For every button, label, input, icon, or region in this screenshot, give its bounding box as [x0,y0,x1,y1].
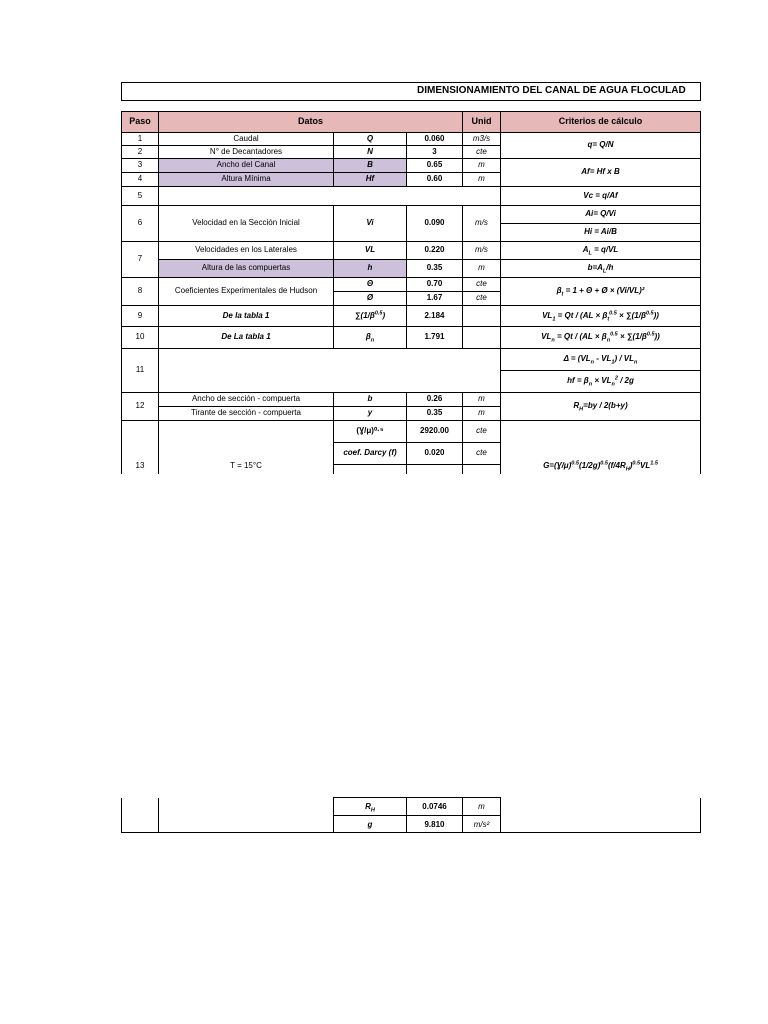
value-cell: 9.810 [407,816,463,833]
paso-cell: 2 [122,146,159,159]
desc-cell: Altura de las compuertas [159,260,334,278]
criteria-cell: Ai= Q/Vi [501,206,701,224]
symbol-cell: VL [334,242,407,260]
desc-cell: N° de Decantadores [159,146,334,159]
desc-cell [159,798,334,833]
header-unid: Unid [463,112,501,133]
header-criterios: Criterios de cálculo [501,112,701,133]
header-row [122,112,701,133]
criteria-text: =by / 2(b+y) [583,401,628,411]
value-cell: 1.67 [407,292,463,306]
unit-cell: m [463,407,501,421]
symbol-cell: Ø [334,292,407,306]
unit-cell: m [463,798,501,816]
desc-cell: Caudal [159,133,334,146]
header-paso: Paso [122,112,159,133]
table-row [122,133,701,146]
desc-cell: Altura Mínima [159,173,334,187]
criteria-cell: $\Delta = (VL_n - VL_1) / VL_n$ [501,349,701,371]
desc-cell: Velocidad en la Sección Inicial [159,206,334,242]
paso-cell: 8 [122,278,159,306]
table-row [122,206,701,224]
criteria-cell: $VL_n = Qt / (AL \times \beta_n^{0.5} \times \sum(1/\beta^{0.5}))$ [501,327,701,349]
calculation-table [121,111,701,475]
unit-cell: cte [463,443,501,465]
desc-cell: De la tabla 1 [159,306,334,327]
calculation-table-continued [121,797,701,833]
value-cell: 0.65 [407,159,463,173]
desc-cell: Velocidades en los Laterales [159,242,334,260]
paso-cell: 9 [122,306,159,327]
symbol-cell: Θ [334,278,407,292]
unit-cell [463,465,501,475]
value-cell: 1.791 [407,327,463,349]
unit-cell: m/s [463,206,501,242]
page-gap [0,474,768,797]
desc-cell: Coeficientes Experimentales de Hudson [159,278,334,306]
criteria-text: b=A [587,263,603,273]
symbol-cell: N [334,146,407,159]
unit-cell [463,306,501,327]
unit-cell: m [463,159,501,173]
symbol-cell: y [334,407,407,421]
value-cell: 0.70 [407,278,463,292]
unit-cell: m/s [463,242,501,260]
value-cell: 0.060 [407,133,463,146]
unit-cell: cte [463,292,501,306]
header-datos: Datos [159,112,463,133]
unit-cell: cte [463,146,501,159]
symbol-cell: Q [334,133,407,146]
table-row [122,798,701,816]
paso-cell: 12 [122,393,159,421]
unit-cell: m [463,173,501,187]
value-cell: 0.35 [407,260,463,278]
value-cell: 0.020 [407,443,463,465]
unit-cell [463,327,501,349]
symbol-cell: $\sum(1/\beta^{0.5})$ [334,306,407,327]
symbol-cell: Hf [334,173,407,187]
symbol-cell: (Ɣ/μ)⁰·⁵ [334,421,407,443]
empty-cell [159,349,501,393]
value-cell [407,465,463,475]
criteria-text: Δ = (VL [563,354,591,364]
criteria-cell: q= Q/N [501,133,701,159]
unit-cell: cte [463,421,501,443]
value-cell: 3 [407,146,463,159]
symbol-cell: Vi [334,206,407,242]
paso-cell: 10 [122,327,159,349]
value-cell: 0.090 [407,206,463,242]
criteria-cell: Vc = q/Af [501,187,701,206]
criteria-cell: hf = $\beta_n \times VL_n^2 / 2g$ [501,371,701,393]
symbol-cell: B [334,159,407,173]
criteria-cell: $\beta_t = 1 + \Theta$ + Ø × (Vi/VL)² [501,278,701,306]
criteria-cell: $VL_1 = Qt / (AL \times \beta_t^{0.5} \times \sum(1/\beta^{0.5}))$ [501,306,701,327]
value-cell: 0.35 [407,407,463,421]
value-cell: 2920.00 [407,421,463,443]
unit-cell: m [463,260,501,278]
desc-cell: Ancho del Canal [159,159,334,173]
paso-cell: 6 [122,206,159,242]
criteria-cell [501,798,701,833]
criteria-cell: $G=(Ɣ/\mu)^{0.5}(1/2g)^{0.5}(f/4R_H)^{0.5}VL^{1.5}$ [501,421,701,475]
paso-cell: 3 [122,159,159,173]
value-cell: 0.26 [407,393,463,407]
desc-cell: Tirante de sección - compuerta [159,407,334,421]
paso-cell: 11 [122,349,159,393]
table-row [122,327,701,349]
symbol-cell: coef. Darcy (f) [334,443,407,465]
desc-cell: De La tabla 1 [159,327,334,349]
symbol-cell [334,465,407,475]
criteria-cell: Hi = Ai/B [501,224,701,242]
table-row [122,187,701,206]
criteria-cell: $b=A_L/h$ [501,260,701,278]
unit-cell: m3/s [463,133,501,146]
symbol-cell: h [334,260,407,278]
unit-cell: m/s² [463,816,501,833]
table-row [122,278,701,292]
table-row [122,306,701,327]
desc-cell: Ancho de sección - compuerta [159,393,334,407]
unit-cell: m [463,393,501,407]
unit-cell: cte [463,278,501,292]
table-row [122,242,701,260]
criteria-cell: $R_H=by / 2(b+y)$ [501,393,701,421]
symbol-cell: g [334,816,407,833]
paso-cell: 7 [122,242,159,278]
sheet-title: DIMENSIONAMIENTO DEL CANAL DE AGUA FLOCULAD [417,85,686,96]
desc-cell: T = 15°C [159,421,334,475]
title-bar [121,82,701,101]
table-row [122,349,701,371]
table-row [122,421,701,443]
value-cell: 0.60 [407,173,463,187]
table-row [122,260,701,278]
table-row [122,159,701,173]
paso-cell [122,798,159,833]
criteria-cell: $A_L = q/VL$ [501,242,701,260]
criteria-cell: Af= Hf x B [501,159,701,187]
symbol-cell: $\beta_n$ [334,327,407,349]
table-row [122,393,701,407]
value-cell: 2.184 [407,306,463,327]
empty-cell [159,187,501,206]
paso-cell: 13 [122,421,159,475]
symbol-cell: b [334,393,407,407]
paso-cell: 1 [122,133,159,146]
value-cell: 0.0746 [407,798,463,816]
symbol-cell: $R_H$ [334,798,407,816]
paso-cell: 4 [122,173,159,187]
value-cell: 0.220 [407,242,463,260]
paso-cell: 5 [122,187,159,206]
